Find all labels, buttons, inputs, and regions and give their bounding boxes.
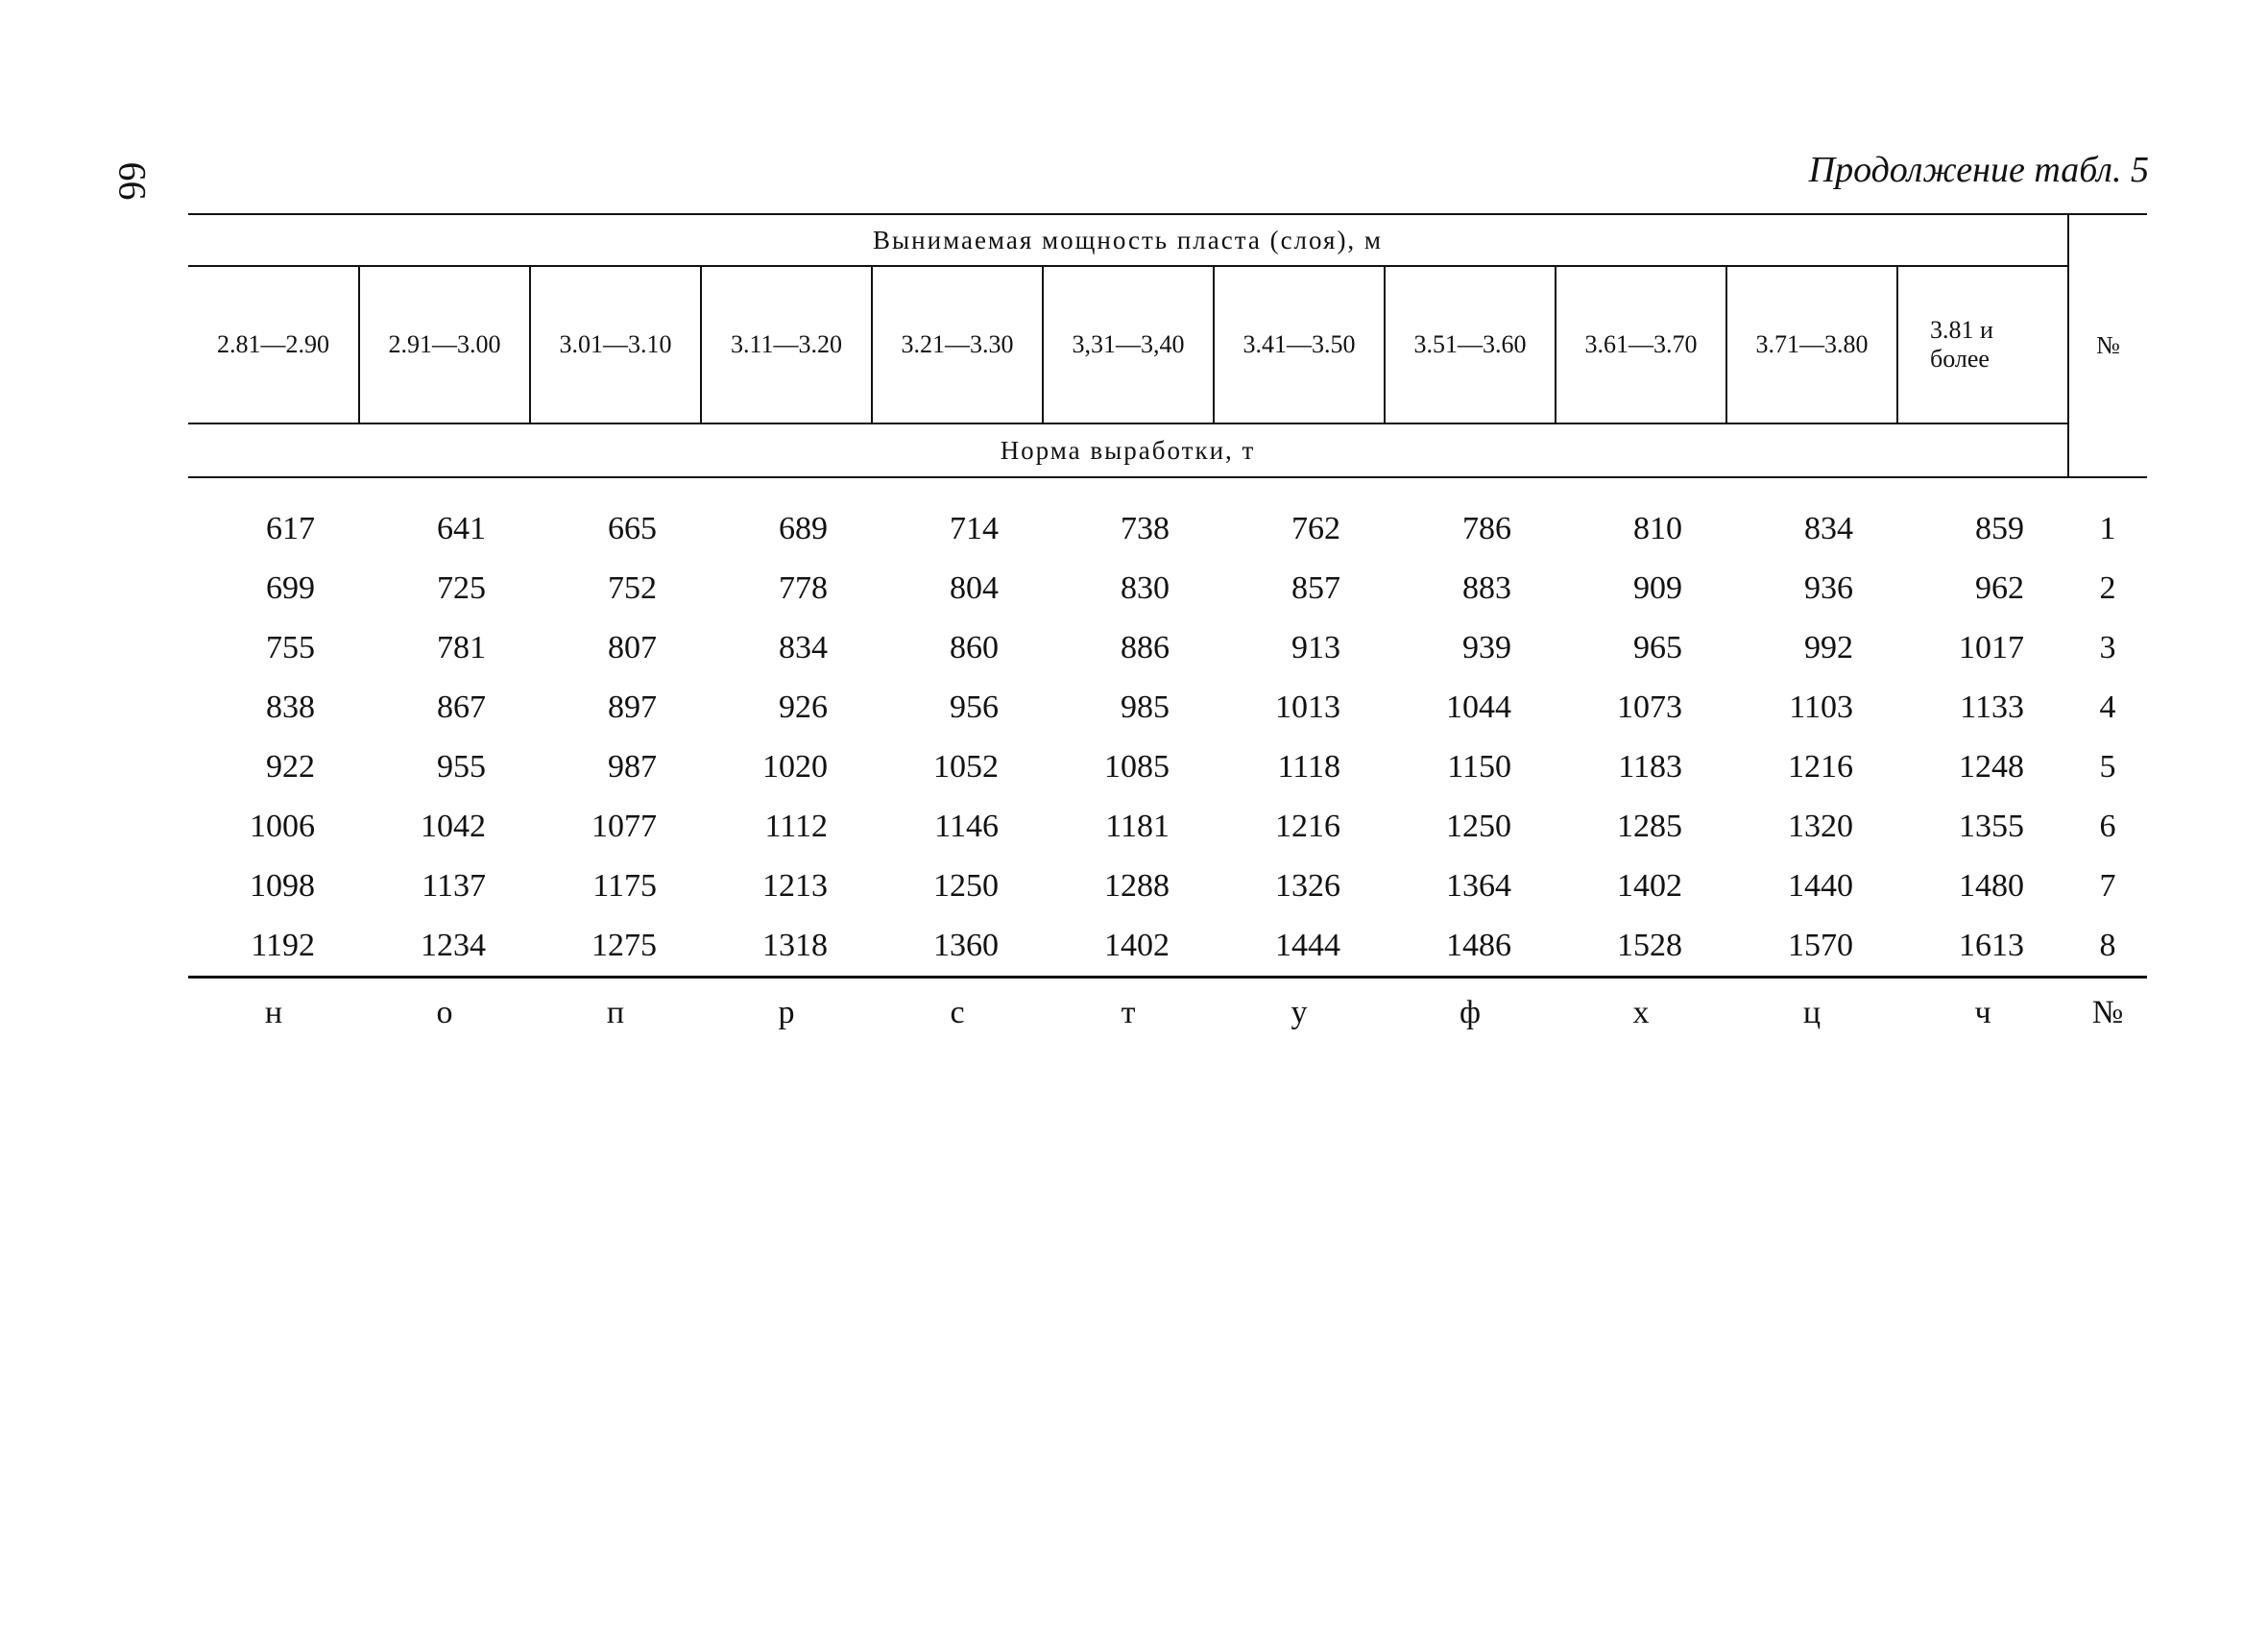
table-body: [188, 477, 2147, 978]
table-cell: 1402: [1104, 928, 1170, 963]
table-cell: 1360: [933, 928, 999, 963]
table-cell: 762: [1291, 511, 1340, 546]
table-cell: 641: [437, 511, 486, 546]
table-cell: 665: [608, 511, 657, 546]
column-header: 3,31—3,40: [1043, 266, 1214, 423]
table-row: [188, 857, 2147, 916]
table-cell: 1364: [1446, 868, 1511, 904]
column-header: 3.61—3.70: [1556, 266, 1726, 423]
table-cell: 1085: [1104, 749, 1170, 785]
table-cell: 860: [950, 630, 999, 665]
table-cell: 781: [437, 630, 486, 665]
table-cell: 1613: [1959, 928, 2025, 963]
row-number: 1: [2099, 511, 2116, 546]
table-cell: 1528: [1617, 928, 1682, 963]
letters-number-label: №: [2068, 978, 2147, 1043]
row-number: 8: [2099, 928, 2116, 963]
table-cell: 922: [266, 749, 315, 785]
table-header-title: Вынимаемая мощность пласта (слоя), м: [188, 214, 2068, 266]
table-cell: 936: [1804, 570, 1853, 606]
table-row: [188, 797, 2147, 857]
column-letter: ч: [1897, 978, 2068, 1043]
table-cell: 926: [779, 689, 828, 725]
table-cell: 1355: [1959, 809, 2025, 844]
table-cell: 810: [1633, 511, 1682, 546]
column-letter: т: [1043, 978, 1214, 1043]
table-cell: 1285: [1617, 809, 1682, 844]
table-cell: 1213: [762, 868, 828, 904]
table-unit-label: Норма выработки, т: [188, 423, 2068, 477]
table-cell: 1073: [1617, 689, 1682, 725]
row-number: 5: [2099, 749, 2116, 785]
table-cell: 689: [779, 511, 828, 546]
table-cell: 857: [1291, 570, 1340, 606]
table-row: [188, 678, 2147, 737]
table-cell: 985: [1121, 689, 1170, 725]
table-cell: 1183: [1618, 749, 1682, 785]
table-cell: 1118: [1277, 749, 1340, 785]
table-cell: 1137: [422, 868, 486, 904]
table-cell: 1006: [250, 809, 315, 844]
table-cell: 1444: [1275, 928, 1340, 963]
table-cell: 897: [608, 689, 657, 725]
table-cell: 956: [950, 689, 999, 725]
table-row: [188, 737, 2147, 797]
column-letters-row: [188, 978, 2147, 1043]
column-header: 3.01—3.10: [530, 266, 701, 423]
table-cell: 1013: [1275, 689, 1340, 725]
table-cell: 939: [1462, 630, 1511, 665]
column-header: 3.51—3.60: [1385, 266, 1556, 423]
table-cell: 1570: [1788, 928, 1853, 963]
table-cell: 807: [608, 630, 657, 665]
table-cell: 1320: [1788, 809, 1853, 844]
table-cell: 1192: [251, 928, 315, 963]
column-header: 3.11—3.20: [701, 266, 872, 423]
table-cell: 992: [1804, 630, 1853, 665]
table-cell: 1480: [1959, 868, 2025, 904]
column-letter: у: [1214, 978, 1385, 1043]
table-cell: 617: [266, 511, 315, 546]
table-cell: 1248: [1959, 749, 2025, 785]
table-cell: 1181: [1105, 809, 1170, 844]
table-cell: 859: [1975, 511, 2025, 546]
table-cell: 1175: [592, 868, 657, 904]
table-cell: 834: [779, 630, 828, 665]
table-cell: 1275: [591, 928, 657, 963]
column-letter: н: [188, 978, 359, 1043]
table-cell: 834: [1804, 511, 1853, 546]
norms-table-container: [188, 213, 2147, 1042]
table-cell: 886: [1121, 630, 1170, 665]
table-cell: 1234: [421, 928, 486, 963]
table-cell: 1098: [250, 868, 315, 904]
table-cell: 1112: [764, 809, 828, 844]
table-cell: 738: [1121, 511, 1170, 546]
column-header: 3.41—3.50: [1214, 266, 1385, 423]
row-number: 7: [2099, 868, 2116, 904]
column-header: 3.21—3.30: [872, 266, 1043, 423]
table-cell: 987: [608, 749, 657, 785]
page-number: 66: [110, 161, 155, 201]
column-letter: с: [872, 978, 1043, 1043]
table-cell: 1216: [1788, 749, 1853, 785]
table-cell: 1020: [762, 749, 828, 785]
table-cell: 1150: [1447, 749, 1511, 785]
table-cell: 752: [608, 570, 657, 606]
row-number: 3: [2099, 630, 2116, 665]
table-cell: 714: [950, 511, 999, 546]
table-cell: 1250: [1446, 809, 1511, 844]
table-row: [188, 559, 2147, 618]
column-header: 2.91—3.00: [359, 266, 530, 423]
table-cell: 909: [1633, 570, 1682, 606]
table-cell: 867: [437, 689, 486, 725]
table-cell: 1402: [1617, 868, 1682, 904]
column-letter: р: [701, 978, 872, 1043]
table-cell: 1146: [934, 809, 999, 844]
table-cell: 1216: [1275, 809, 1340, 844]
table-cell: 1288: [1104, 868, 1170, 904]
table-cell: 1250: [933, 868, 999, 904]
row-number: 6: [2099, 809, 2116, 844]
table-row: [188, 618, 2147, 678]
table-cell: 804: [950, 570, 999, 606]
table-cell: 1133: [1960, 689, 2025, 725]
column-header: 3.81 и более: [1897, 266, 2068, 423]
column-letter: ц: [1726, 978, 1897, 1043]
table-cell: 725: [437, 570, 486, 606]
table-cell: 962: [1975, 570, 2025, 606]
table-cell: 913: [1291, 630, 1340, 665]
table-cell: 1017: [1959, 630, 2025, 665]
column-header: 3.71—3.80: [1726, 266, 1897, 423]
column-letter: х: [1556, 978, 1726, 1043]
table-cell: 965: [1633, 630, 1682, 665]
row-number: 2: [2099, 570, 2116, 606]
table-continuation-caption: Продолжение табл. 5: [1808, 150, 2149, 190]
table-cell: 1077: [591, 809, 657, 844]
column-letter: п: [530, 978, 701, 1043]
table-cell: 830: [1121, 570, 1170, 606]
norms-table: [188, 213, 2147, 1042]
table-cell: 1042: [421, 809, 486, 844]
table-cell: 838: [266, 689, 315, 725]
table-cell: 1103: [1789, 689, 1853, 725]
number-column-header: №: [2068, 214, 2147, 477]
table-cell: 883: [1462, 570, 1511, 606]
table-cell: 1326: [1275, 868, 1340, 904]
column-header: 2.81—2.90: [188, 266, 359, 423]
table-cell: 1052: [933, 749, 999, 785]
column-letter: ф: [1385, 978, 1556, 1043]
table-cell: 778: [779, 570, 828, 606]
row-number: 4: [2099, 689, 2116, 725]
column-letter: о: [359, 978, 530, 1043]
table-cell: 699: [266, 570, 315, 606]
table-cell: 1044: [1446, 689, 1511, 725]
table-row: [188, 916, 2147, 978]
table-cell: 955: [437, 749, 486, 785]
table-row: [188, 499, 2147, 559]
table-cell: 755: [266, 630, 315, 665]
table-cell: 786: [1462, 511, 1511, 546]
range-header-row: [188, 266, 2147, 423]
table-cell: 1440: [1788, 868, 1853, 904]
table-cell: 1486: [1446, 928, 1511, 963]
table-cell: 1318: [762, 928, 828, 963]
